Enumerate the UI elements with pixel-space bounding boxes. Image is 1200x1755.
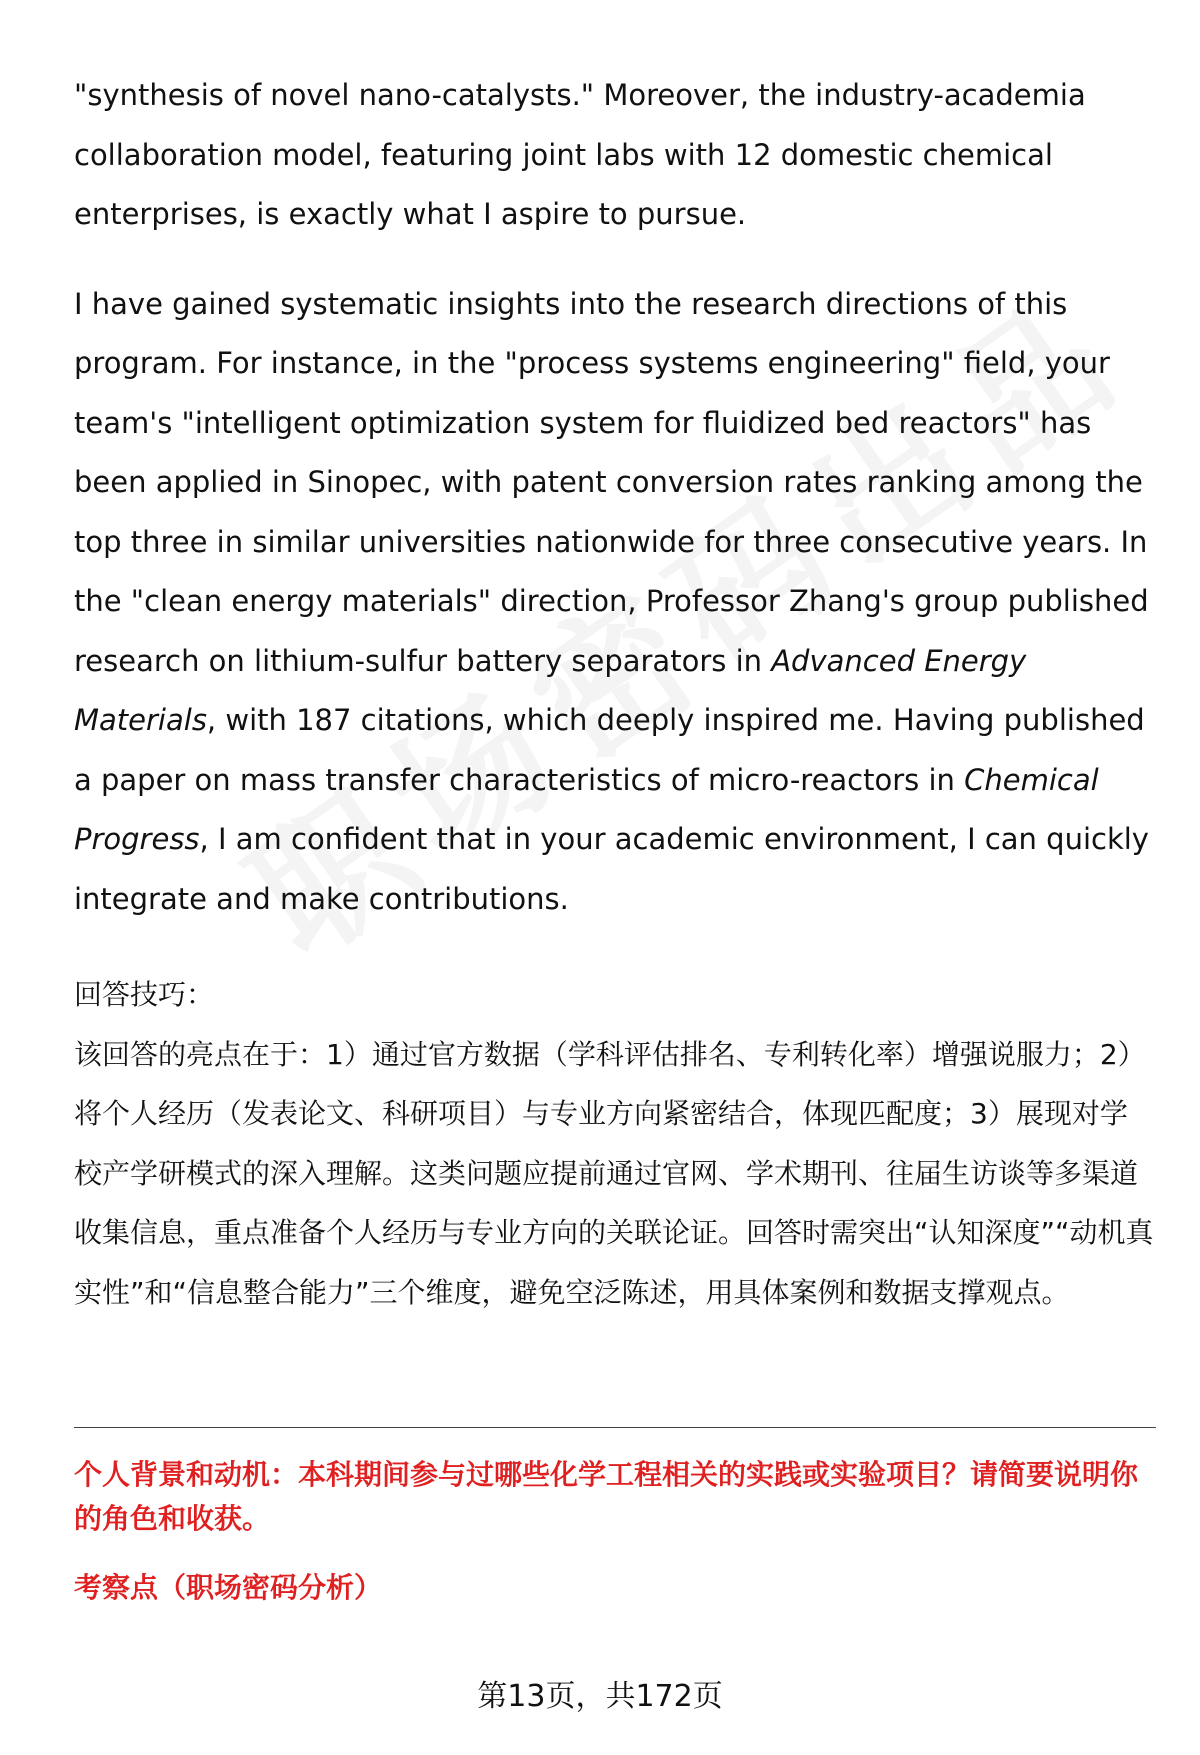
paragraph-2-text-b: , with 187 citations, which deeply inspired me. Having published a paper on mass transfer characteristics of micro-reactors in — [74, 703, 1145, 797]
paragraph-2 — [74, 275, 1154, 930]
answer-tips — [74, 965, 1154, 1322]
journal-title-1: Advanced Energy Materials — [74, 643, 1027, 737]
document-body — [74, 66, 1154, 1322]
assessment-heading: 考察点（职场密码分析） — [74, 1571, 383, 1604]
journal-title-2: Chemical Progress — [74, 762, 1099, 856]
paragraph-2-text-a: I have gained systematic insights into the research directions of this program. For instance, in the "process systems engineering" field, your team's "intelligent optimization system for fluidized bed reactors" has been applied in Sinopec, with patent conversion rates ranking among the top three in similar universities nationwide for three consecutive years. In the "clean energy materials" direction, Professor Zhang's group published research on lithium-sulfur battery separators in — [74, 286, 1149, 678]
page-number: 第13页，共172页 — [477, 1679, 723, 1714]
tips-label: 回答技巧： — [74, 978, 215, 1011]
question-heading: 个人背景和动机：本科期间参与过哪些化学工程相关的实践或实验项目？请简要说明你的角色和收获。 — [74, 1458, 1139, 1535]
paragraph-2-text-c: , I am confident that in your academic environment, I can quickly integrate and make contributions. — [74, 822, 1149, 916]
paragraph-1: "synthesis of novel nano-catalysts." Moreover, the industry-academia collaboration model, featuring joint labs with 12 domestic chemical enterprises, is exactly what I aspire to pursue. — [74, 78, 1086, 231]
tips-text: 该回答的亮点在于：1）通过官方数据（学科评估排名、专利转化率）增强说服力；2）将个人经历（发表论文、科研项目）与专业方向紧密结合，体现匹配度；3）展现对学校产学研模式的深入理解。这类问题应提前通过官网、学术期刊、往届生访谈等多渠道收集信息，重点准备个人经历与专业方向的关联论证。回答时需突出“认知深度”“动机真实性”和“信息整合能力”三个维度，避免空泛陈述，用具体案例和数据支撑观点。 — [74, 1037, 1154, 1309]
section-divider — [74, 1427, 1156, 1428]
